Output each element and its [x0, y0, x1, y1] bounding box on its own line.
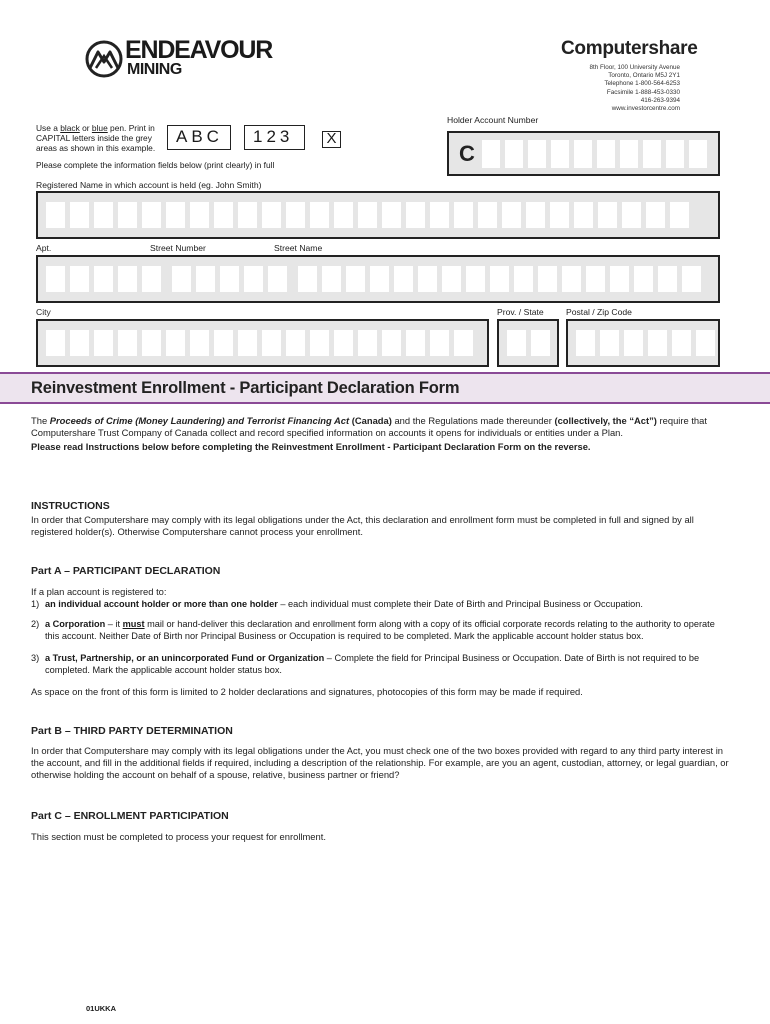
part-a-item-1: [31, 598, 731, 610]
form-title: Reinvestment Enrollment - Participant Declaration Form: [31, 379, 460, 397]
prov-state-label: Prov. / State: [497, 307, 544, 317]
part-a-intro: If a plan account is registered to:: [31, 586, 167, 597]
part-b-heading: Part B – THIRD PARTY DETERMINATION: [31, 725, 233, 737]
address-phone-local: 416-263-9394: [640, 96, 680, 104]
city-field[interactable]: [36, 319, 489, 367]
item-text: – Complete the field for Principal Business or Occupation. Date of Birth is not required to be: [324, 653, 700, 663]
address-phone: Telephone 1-800-564-6253: [604, 80, 680, 88]
endeavour-wordmark: ENDEAVOUR: [125, 36, 273, 64]
intro-canada: (Canada): [349, 415, 392, 426]
street-name-label: Street Name: [274, 243, 323, 253]
item-text: – it: [105, 619, 123, 629]
address-line: 8th Floor, 100 University Avenue: [589, 64, 680, 71]
apt-label: Apt.: [36, 243, 52, 253]
intro-text: and the Regulations made thereunder: [391, 415, 555, 426]
item-bold: an individual account holder or more than one holder: [45, 599, 278, 609]
intro-paragraph: [31, 415, 731, 439]
part-a-item-2: [31, 618, 731, 642]
part-b-text: In order that Computershare may comply with its legal obligations under the Act, you must check one of the two boxes provided with regard to any third party interest in the account, and fill in the additional fields if required, including a description of the relationship. For example, are you an agent, custodian, attorney, or legal guardian, or otherwise holding the account on behalf of a spouse, relative, business partner or friend?: [31, 745, 729, 781]
note-text: Use a: [36, 123, 61, 133]
pen-instruction-note: [36, 123, 166, 153]
street-number-label: Street Number: [150, 243, 206, 253]
part-c-heading: Part C – ENROLLMENT PARTICIPATION: [31, 810, 229, 822]
address-field[interactable]: [36, 255, 720, 303]
note-blue: blue: [91, 123, 108, 133]
address-website[interactable]: www.investorcentre.com: [611, 105, 680, 113]
instructions-heading: INSTRUCTIONS: [31, 500, 110, 512]
intro-text: require that Computershare Trust Company of Canada collect and record specified information on accounts it opens for individuals or entities under a Plan.: [31, 415, 707, 439]
item-bold: a Corporation: [45, 619, 106, 629]
computershare-logo: Computershare: [561, 38, 698, 59]
mining-wordmark: MINING: [127, 61, 182, 78]
prov-state-field[interactable]: [497, 319, 559, 367]
intro-read-instructions: Please read Instructions below before completing the Reinvestment Enrollment - Participant Declaration Form on the reverse.: [31, 441, 591, 452]
city-label: City: [36, 307, 51, 317]
intro-text: The: [31, 415, 50, 426]
act-name: Proceeds of Crime (Money Laundering) and Terrorist Financing Act: [49, 415, 350, 426]
part-a-heading: Part A – PARTICIPANT DECLARATION: [31, 565, 221, 577]
item-continuation: completed. Mark the applicable account holder status box.: [45, 665, 282, 676]
item-continuation: this account. Neither Date of Birth nor Principal Business or Occupation is required to be completed. Mark the applicable account holder status box.: [45, 631, 644, 642]
address-line: Toronto, Ontario M5J 2Y1: [608, 72, 680, 80]
registered-name-field[interactable]: [36, 191, 720, 239]
intro-collectively: (collectively, the “Act”): [554, 415, 657, 426]
computershare-address: [480, 64, 680, 113]
holder-prefix: C: [459, 140, 475, 166]
holder-account-label: Holder Account Number: [447, 115, 539, 125]
postal-zip-label: Postal / Zip Code: [566, 307, 632, 317]
item-text: mail or hand-deliver this declaration and enrollment form along with a copy of its official corporate records relating to the authority to operate: [144, 619, 715, 629]
item-number: 2): [31, 619, 40, 629]
item-number: 1): [31, 599, 40, 609]
registered-name-label: Registered Name in which account is held (eg. John Smith): [36, 180, 262, 190]
holder-account-field[interactable]: [447, 131, 720, 176]
complete-note: Please complete the information fields below (print clearly) in full: [36, 160, 275, 170]
note-text: pen. Print in CAPITAL letters inside the grey areas as shown in this example.: [36, 123, 156, 153]
part-a-note: As space on the front of this form is limited to 2 holder declarations and signatures, photocopies of this form may be made if required.: [31, 686, 583, 697]
instructions-text: In order that Computershare may comply with its legal obligations under the Act, this declaration and enrollment form must be completed in full and signed by all registered holder(s). Otherwise Computershare cannot process your enrollment.: [31, 514, 694, 538]
part-c-text: This section must be completed to process your request for enrollment.: [31, 831, 326, 842]
item-must: must: [122, 619, 145, 629]
example-checkmark-box: X: [322, 131, 341, 148]
item-text: – each individual must complete their Date of Birth and Principal Business or Occupation.: [277, 599, 643, 609]
item-number: 3): [31, 653, 40, 663]
postal-zip-field[interactable]: [566, 319, 720, 367]
note-black: black: [60, 123, 80, 133]
note-text: or: [79, 123, 92, 133]
address-fax: Facsimile 1-888-453-0330: [606, 88, 680, 96]
part-a-item-3: [31, 652, 731, 676]
item-bold: a Trust, Partnership, or an unincorporated Fund or Organization: [45, 653, 325, 663]
example-numbers-box: 123: [244, 125, 305, 150]
example-letters-box: ABC: [167, 125, 231, 150]
form-code: 01UKKA: [86, 1004, 117, 1013]
